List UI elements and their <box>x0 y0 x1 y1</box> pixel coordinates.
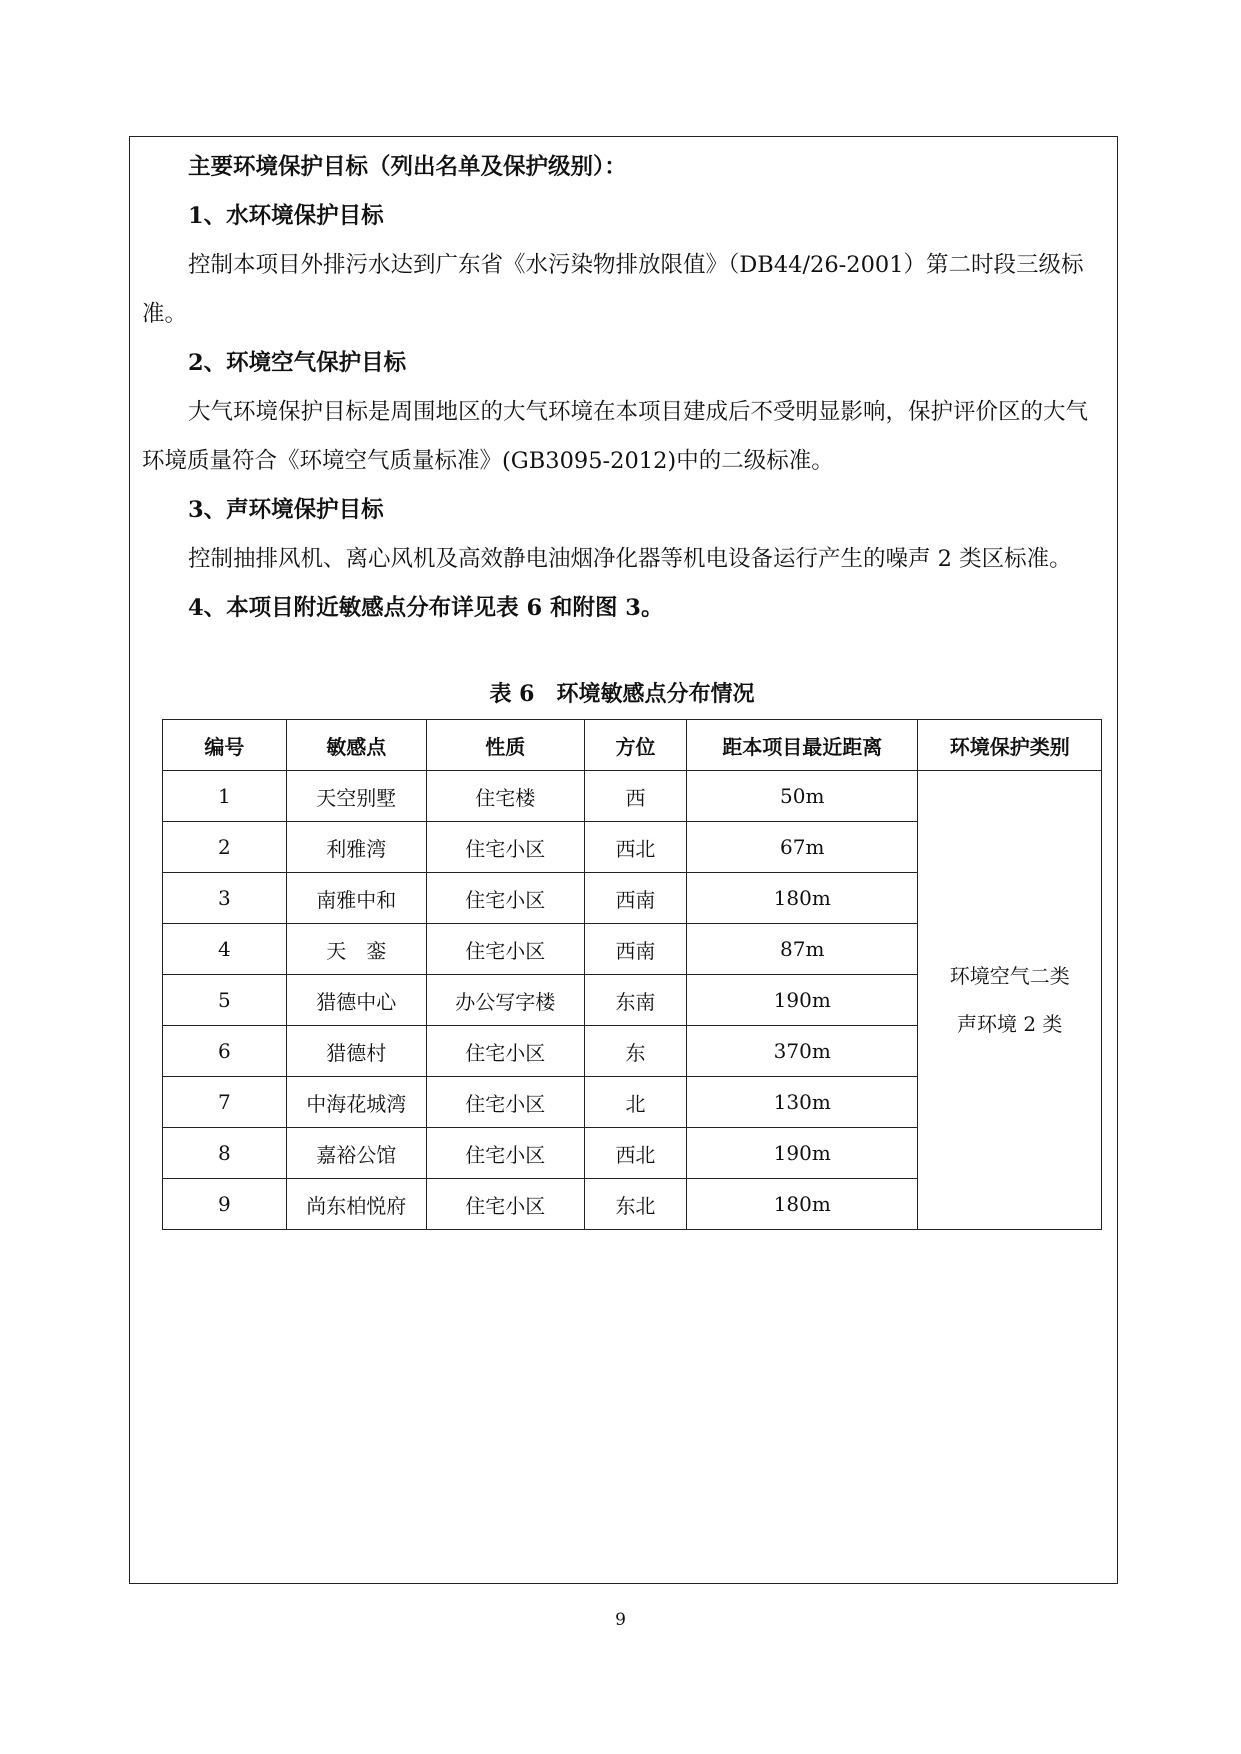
cell-distance: 87m <box>687 924 918 975</box>
cell-distance: 190m <box>687 1128 918 1179</box>
cell-direction: 西北 <box>584 822 686 873</box>
cell-type: 住宅小区 <box>426 873 584 924</box>
section-1-heading: 1、水环境保护目标 <box>188 203 384 229</box>
cell-no: 6 <box>163 1026 287 1077</box>
category-air: 环境空气二类 <box>949 964 1070 988</box>
cell-distance: 180m <box>687 1179 918 1230</box>
header-name: 敏感点 <box>286 720 426 771</box>
intro-heading: 主要环境保护目标（列出名单及保护级别）： <box>188 154 627 180</box>
cell-distance: 190m <box>687 975 918 1026</box>
cell-no: 3 <box>163 873 287 924</box>
table-row <box>163 771 1102 822</box>
cell-direction: 东南 <box>584 975 686 1026</box>
cell-distance: 130m <box>687 1077 918 1128</box>
cell-type: 住宅小区 <box>426 1128 584 1179</box>
document-content <box>142 137 1102 1218</box>
cell-direction: 西 <box>584 771 686 822</box>
cell-type: 住宅小区 <box>426 822 584 873</box>
section-3-body: 控制抽排风机、离心风机及高效静电油烟净化器等机电设备运行产生的噪声 2 类区标准。 <box>188 546 1072 572</box>
cell-type: 住宅小区 <box>426 924 584 975</box>
section-2-heading: 2、环境空气保护目标 <box>188 350 407 376</box>
cell-name: 天 銮 <box>286 924 426 975</box>
cell-no: 7 <box>163 1077 287 1128</box>
header-no: 编号 <box>163 720 287 771</box>
section-3-heading: 3、声环境保护目标 <box>188 497 384 523</box>
table-caption: 表 6 环境敏感点分布情况 <box>489 681 755 707</box>
cell-no: 1 <box>163 771 287 822</box>
cell-no: 8 <box>163 1128 287 1179</box>
document-frame <box>129 136 1118 1584</box>
header-type: 性质 <box>426 720 584 771</box>
cell-name: 天空别墅 <box>286 771 426 822</box>
cell-distance: 180m <box>687 873 918 924</box>
sensitive-points-table <box>162 719 1102 1230</box>
cell-name: 猎德中心 <box>286 975 426 1026</box>
cell-type: 住宅楼 <box>426 771 584 822</box>
cell-distance: 370m <box>687 1026 918 1077</box>
page-number: 9 <box>615 1610 626 1630</box>
cell-name: 猎德村 <box>286 1026 426 1077</box>
header-distance: 距本项目最近距离 <box>687 720 918 771</box>
cell-direction: 北 <box>584 1077 686 1128</box>
cell-direction: 东北 <box>584 1179 686 1230</box>
cell-name: 利雅湾 <box>286 822 426 873</box>
cell-name: 南雅中和 <box>286 873 426 924</box>
cell-type: 住宅小区 <box>426 1179 584 1230</box>
cell-name: 尚东柏悦府 <box>286 1179 426 1230</box>
section-2-body: 大气环境保护目标是周围地区的大气环境在本项目建成后不受明显影响，保护评价区的大气环境质量符合《环境空气质量标准》(GB3095-2012)中的二级标准。 <box>142 399 1089 474</box>
cell-no: 9 <box>163 1179 287 1230</box>
cell-name: 中海花城湾 <box>286 1077 426 1128</box>
cell-direction: 西南 <box>584 873 686 924</box>
cell-type: 住宅小区 <box>426 1026 584 1077</box>
cell-type: 办公写字楼 <box>426 975 584 1026</box>
category-noise: 声环境 2 类 <box>956 1012 1063 1036</box>
cell-no: 2 <box>163 822 287 873</box>
section-1-body: 控制本项目外排污水达到广东省《水污染物排放限值》（DB44/26-2001）第二时段三级标准。 <box>142 252 1084 327</box>
cell-name: 嘉裕公馆 <box>286 1128 426 1179</box>
section-4-heading: 4、本项目附近敏感点分布详见表 6 和附图 3。 <box>188 595 664 621</box>
cell-direction: 西北 <box>584 1128 686 1179</box>
cell-type: 住宅小区 <box>426 1077 584 1128</box>
header-direction: 方位 <box>584 720 686 771</box>
cell-distance: 50m <box>687 771 918 822</box>
cell-no: 5 <box>163 975 287 1026</box>
cell-direction: 西南 <box>584 924 686 975</box>
cell-distance: 67m <box>687 822 918 873</box>
header-category: 环境保护类别 <box>918 720 1102 771</box>
cell-direction: 东 <box>584 1026 686 1077</box>
cell-no: 4 <box>163 924 287 975</box>
table-header-row <box>163 720 1102 771</box>
category-cell <box>918 771 1102 1230</box>
